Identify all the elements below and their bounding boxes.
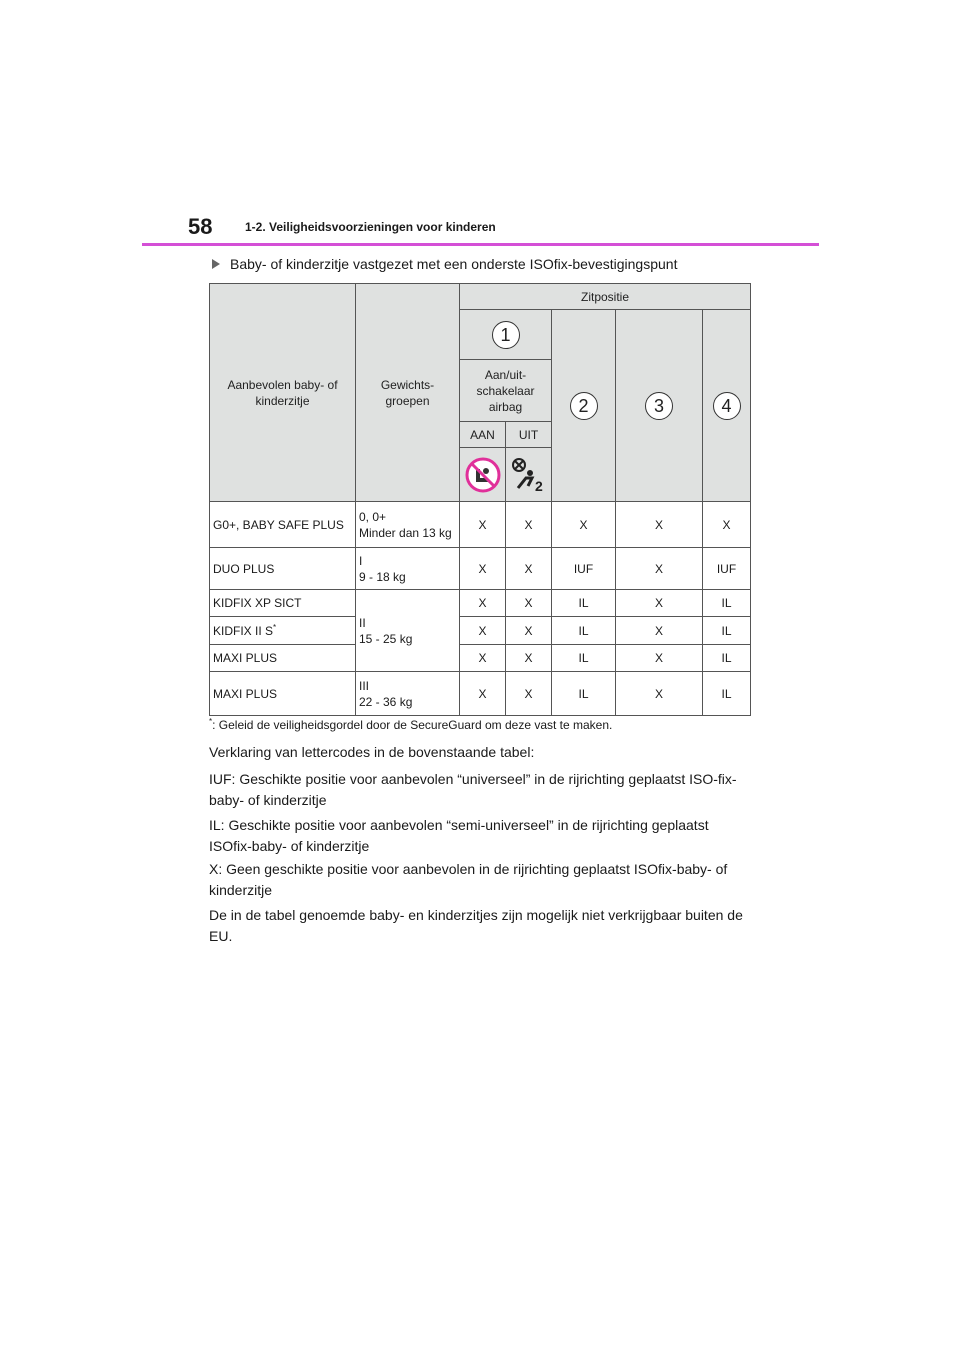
value-cell: X bbox=[506, 548, 552, 590]
seat-compatibility-table bbox=[209, 283, 751, 716]
row-seat bbox=[210, 617, 356, 645]
col-header-position: Zitpositie bbox=[460, 284, 751, 310]
position-4-header bbox=[703, 310, 751, 502]
position-4-number: 4 bbox=[713, 392, 741, 420]
svg-text:2: 2 bbox=[534, 477, 543, 494]
explanation-il: IL: Geschikte positie voor aanbevolen “semi-universeel” in de rijrichting geplaatst ISOfix-baby- of kinderzitje bbox=[209, 817, 709, 854]
value-cell: IL bbox=[552, 672, 616, 716]
value-cell: IUF bbox=[552, 548, 616, 590]
explanation-intro: Verklaring van lettercodes in de bovenstaande tabel: bbox=[209, 744, 535, 760]
value-cell: X bbox=[506, 590, 552, 617]
table-row bbox=[210, 672, 751, 716]
subheading-text: Baby- of kinderzitje vastgezet met een onderste ISOfix-bevestigingspunt bbox=[230, 256, 678, 272]
weight-range: 15 - 25 kg bbox=[359, 631, 413, 646]
position-3-header bbox=[616, 310, 703, 502]
position-2-header bbox=[552, 310, 616, 502]
footnote-mark: * bbox=[209, 717, 213, 726]
weight-range: Minder dan 13 kg bbox=[359, 525, 452, 540]
footnote-text: : Geleid de veiligheidsgordel door de SecureGuard om deze vast te maken. bbox=[212, 718, 613, 732]
value-cell: IL bbox=[703, 645, 751, 672]
explanation-iuf: IUF: Geschikte positie voor aanbevolen “universeel” in de rijrichting geplaatst ISO-fix-baby- of kinderzitje bbox=[209, 771, 737, 808]
value-cell: X bbox=[460, 672, 506, 716]
row-seat: MAXI PLUS bbox=[210, 645, 356, 672]
triangle-bullet-icon bbox=[212, 259, 220, 269]
footnote-mark: * bbox=[273, 623, 277, 632]
footnote bbox=[209, 717, 612, 732]
position-1-number: 1 bbox=[492, 321, 520, 349]
value-cell: X bbox=[506, 617, 552, 645]
table-row bbox=[210, 645, 751, 672]
value-cell: X bbox=[703, 502, 751, 548]
position-1-header bbox=[460, 310, 552, 360]
value-cell: X bbox=[460, 617, 506, 645]
value-cell: X bbox=[460, 502, 506, 548]
value-cell: IL bbox=[703, 590, 751, 617]
airbag-on-header: AAN bbox=[460, 422, 506, 448]
value-cell: IUF bbox=[703, 548, 751, 590]
table-row bbox=[210, 617, 751, 645]
weight-group: 0, 0+ bbox=[359, 509, 387, 524]
value-cell: X bbox=[616, 672, 703, 716]
airbag-on-icon-cell bbox=[506, 448, 552, 502]
value-cell: X bbox=[552, 502, 616, 548]
subheading bbox=[212, 256, 677, 272]
table-row bbox=[210, 548, 751, 590]
airbag-off-icon-cell bbox=[460, 448, 506, 502]
value-cell: X bbox=[460, 590, 506, 617]
airbag-off-child-seat-icon bbox=[464, 456, 502, 494]
row-weight bbox=[356, 672, 460, 716]
value-cell: X bbox=[616, 548, 703, 590]
value-cell: X bbox=[460, 548, 506, 590]
row-seat: DUO PLUS bbox=[210, 548, 356, 590]
availability-note: De in de tabel genoemde baby- en kinderzitjes zijn mogelijk niet verkrijgbaar buiten de EU. bbox=[209, 907, 743, 944]
header-rule bbox=[142, 243, 819, 246]
row-seat: MAXI PLUS bbox=[210, 672, 356, 716]
value-cell: IL bbox=[552, 590, 616, 617]
weight-range: 9 - 18 kg bbox=[359, 569, 406, 584]
weight-group: III bbox=[359, 678, 370, 693]
page-number: 58 bbox=[188, 214, 213, 239]
value-cell: X bbox=[506, 645, 552, 672]
airbag-on-passenger-icon bbox=[510, 456, 548, 494]
value-cell: IL bbox=[552, 617, 616, 645]
value-cell: X bbox=[506, 502, 552, 548]
value-cell: X bbox=[616, 502, 703, 548]
value-cell: X bbox=[616, 645, 703, 672]
row-weight bbox=[356, 502, 460, 548]
value-cell: IL bbox=[552, 645, 616, 672]
row-seat-name: KIDFIX II S bbox=[213, 624, 274, 638]
col-header-seat: Aanbevolen baby- of kinderzitje bbox=[210, 284, 356, 502]
airbag-off-header: UIT bbox=[506, 422, 552, 448]
airbag-switch-header: Aan/uit-schakelaar airbag bbox=[460, 360, 552, 422]
row-seat: G0+, BABY SAFE PLUS bbox=[210, 502, 356, 548]
value-cell: IL bbox=[703, 617, 751, 645]
weight-group: I bbox=[359, 553, 363, 568]
table-row bbox=[210, 502, 751, 548]
col-header-weight: Gewichts-groepen bbox=[356, 284, 460, 502]
row-seat: KIDFIX XP SICT bbox=[210, 590, 356, 617]
value-cell: X bbox=[460, 645, 506, 672]
row-weight bbox=[356, 590, 460, 672]
value-cell: X bbox=[616, 617, 703, 645]
value-cell: X bbox=[616, 590, 703, 617]
row-weight bbox=[356, 548, 460, 590]
section-title: 1-2. Veiligheidsvoorzieningen voor kinderen bbox=[245, 220, 496, 234]
position-2-number: 2 bbox=[570, 392, 598, 420]
value-cell: IL bbox=[703, 672, 751, 716]
position-3-number: 3 bbox=[645, 392, 673, 420]
weight-group: II bbox=[359, 615, 366, 630]
weight-range: 22 - 36 kg bbox=[359, 694, 413, 709]
table-row bbox=[210, 590, 751, 617]
explanation-x: X: Geen geschikte positie voor aanbevolen in de rijrichting geplaatst ISOfix-baby- of kinderzitje bbox=[209, 861, 728, 898]
value-cell: X bbox=[506, 672, 552, 716]
